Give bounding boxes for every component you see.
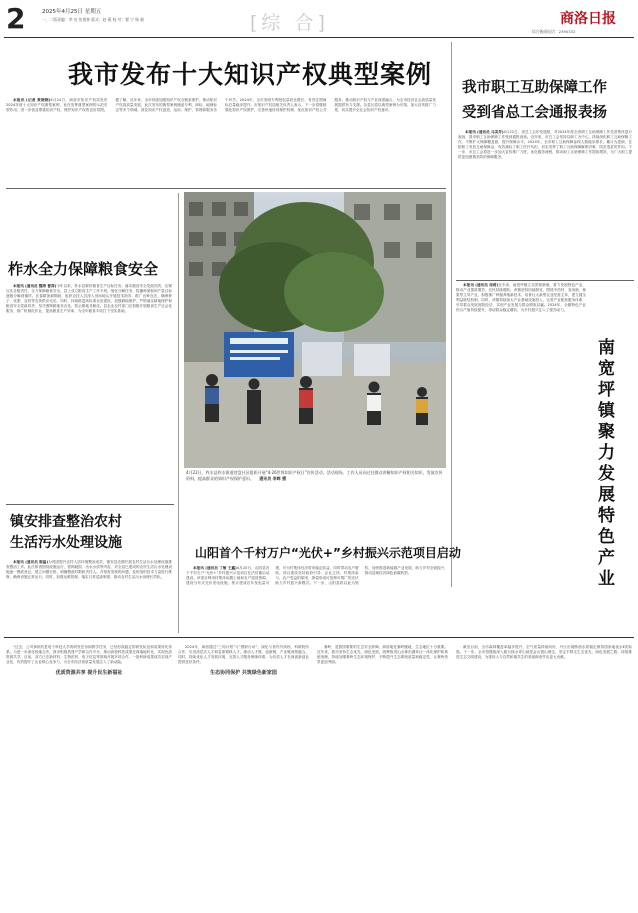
sewage-headline-2: 生活污水处理设施 [10,535,122,551]
main-text: 4月24日，商洛市知识产权局发布2024年度十大知识产权典型案例，旨在发挥典型案例的示范引领作用，进一步营造尊重知识产权、保护知识产权的良好氛围。据了解，近年来，全市持续加强知识产权全链条保护，推动知识产权高质量发展。此次发布的典型案例涵盖专利、商标、地理标志等多个领域，涉及知识产权创造、运用、保护、管理和服务各个环节。2024年，全市发明专利授权量同比增长，有效注册商标总量稳步提升。市知识产权局相关负责人表示，下一步将继续强化知识产权保护，完善快速协同保护机制，优化知识产权公共服务，推动知识产权与产业深度融合，为全市经济社会高质量发展提供有力支撑。各县区将以典型案例为引领，加大宣传推广力度，切实提升全社会知识产权意识。 [6,98,436,113]
masthead-logo: 商洛日报 [560,11,616,27]
sewage-byline: 本报讯 (通讯员 陈磊) [13,560,49,564]
grain-byline: 本报讯 (通讯员 魏涛 曹茜) [13,284,57,288]
pv-headline: 山阳首个千村万户“光伏+”乡村振兴示范项目启动 [195,546,461,560]
workers-article-body [458,130,632,278]
main-headline: 我市发布十大知识产权典型案例 [67,60,432,89]
nankuan-article-body [456,283,586,583]
page-number: 2 [6,2,26,35]
sewage-article-body [6,560,172,630]
grain-text: 今年以来，柞水县紧盯粮食生产目标任务，落实粮食安全党政同责，压紧压实各级责任，全力保障粮食安全。县上成立粮食生产工作专班，细化分解任务，将播种面积和产量目标逐级分解到镇村。在春耕备耕期间，组织农技人员深入田间地头开展技术指导，推广良种良法，确保种子、化肥、农药等农资供应充足。同时，持续推进高标准农田建设，加强耕地保护，严格落实耕地保护和粮食安全党政同责，坚决遏制耕地非农化，防止耕地非粮化。县农业农村部门还积极开展粮食生产社会化服务，推广机械化作业，提高粮食生产效率，为全年粮食丰收打下坚实基础。 [6,284,172,314]
workers-headline-2: 受到省总工会通报表扬 [462,105,607,121]
section-title: [综 合] [250,12,329,34]
nankuan-text: 近年来，南宽坪镇立足资源禀赋，着力发展特色产业，推动产业提质增效、农民持续增收。该镇坚持因地制宜，围绕中药材、食用菌、林果等主导产业，积极推广种植养殖新技术，培育壮大新型农业经营主体，建立健全利益联结机制。同时，该镇持续加大产业基础设施投入，完善产业配套服务体系，引导群众发展庭院经济，实现产业发展与群众增收双赢。2024年，全镇特色产业综合产值持续提升，带动群众稳定增收，为乡村振兴注入了强劲动力。 [456,283,586,313]
sewage-headline-1: 镇安排查整治农村 [10,514,122,530]
photo-caption-text: 4月22日，柞水县柞水街道营盘社区组织开展“4·26世界知识产权日”宣传活动，活动现场，工作人员向过往群众讲解知识产权相关知识，发放宣传资料，提高群众的知识产权保护意识。 [186,470,443,481]
bottom-middle-text: 2024年，商洛通过“三同计划”与“银龄行动”，深化与省内外高校、科研院所合作，引进高层次人才和急需紧缺人才，推动人才链、创新链、产业链深度融合。同时，持续优化人才发展环境，完善人才服务保障体系，为各类人才在商创新创业提供良好条件。 [178,645,309,665]
bottom-left-body [6,645,172,905]
grain-headline: 柞水全力保障粮食安全 [8,260,159,278]
main-article-body [6,98,436,183]
bottom-right-text: 截至目前，全市森林覆盖率稳步提升，空气质量持续向好，丹江出境断面水质稳定保持国家地表水Ⅱ类标准。下一步，全市将继续深入践行绿水青山就是金山银山理念，坚定不移走生态优先、绿色发展之路，持续推进生态文明建设，为建设人与自然和谐共生的美丽商洛作出更大贡献。 [456,645,632,660]
pv-article-body [186,566,448,636]
workers-headline-1: 我市职工互助保障工作 [462,80,607,96]
editors-line: 一、二版责编：李 亮 张建林 版式：赵 燕 校 对：翟 宁 杨 帆 [42,17,144,22]
issue-date: 2025年4月25日 星期五 [42,9,102,15]
bottom-left-text: “过去，公司承担的是电子科技大学的研发任务和教学任务，已经形成稳定的研发队伍和成果转化体系。为进一步深化校地合作，我市积极搭建产学研合作平台，推动高校科技成果在商落地转化，实现优质资源共享。目前，双方已在新材料、生物医药、电子信息等领域开展多项合作，一批科研成果成功实现产业化，有效提升了企业核心竞争力，为全市经济高质量发展注入了新动能。 [6,645,172,665]
contact-phone: 综合新闻电话：2390332 [532,29,576,34]
workers-byline: 本报讯 (通讯员 马美芳) [465,130,504,134]
nankuan-byline: 本报讯 (通讯员 周莉) [463,283,499,287]
lower-section-rule [4,637,634,638]
header-rule [4,37,634,38]
bottom-right-body [456,645,632,905]
photo-caption [186,470,444,482]
grain-article-body [6,284,172,504]
bottom-middle-body [178,645,448,905]
bottom-middle-subhead: 生态协同保护 共筑绿色新家园 [210,670,277,677]
bottom-left-subhead: 优质资源共享 提升民生新福祉 [55,670,123,677]
sewage-text: 为巩固提升农村人居环境整治成效，镇安县近期开展农村生活污水处理设施排查整治工作。此次排查围绕设施运行、管网破损、出水水质等内容，对全县已建成的农村生活污水处理设施逐一摸底登记，建立问题台账，明确整改时限和责任人。对排查发现的问题，及时组织技术力量进行维修，确保设施正常运行。同时，加强运维管理，落实日常巡查制度，推动农村生活污水治理长效化。 [6,560,172,580]
main-byline: 本报讯 (记者 黄晓晓) [13,98,51,102]
workers-text: 4月22日，省总工会印发通报，对2024年度全省职工互助保障工作先进集体进行表扬，我市职工互助保障工作受到通报表扬。近年来，市总工会坚持以职工为中心，持续深化职工互助保障工作，不断扩大保障覆盖面，提升保障水平。2024年，全市职工互助保障参保人数稳步增长，累计为患病、住院职工发放互助保障金，有效减轻了职工医疗负担，切实发挥了职工互助保障解困济难、防贫返贫的作用。下一步，市总工会将进一步加大宣传推广力度，优化服务流程，推动职工互助保障工作提质增效，为广大职工提供更加便捷高效的保障服务。 [458,130,632,160]
pv-text: 4月20日，山阳县首个千村万户“光伏+”乡村振兴示范项目在法官镇启动建设。该项目利用村集体闲置土地和农户屋顶资源，建设分布式光伏发电设施，预计建成后年发电量可观，可为村集体经济带来稳定收益，同时带动农户增收。项目建设坚持政府引导、企业主体、村集体参与、农户受益的原则，探索形成可复制可推广的光伏助力乡村振兴新模式。下一步，山阳县将以此为契机，加快推进新能源产业发展，助力乡村全面振兴，推动县域经济绿色低碳转型。 [186,566,448,586]
news-photo [184,192,446,468]
bottom-middle-text-2: 秦岭，是我国重要的生态安全屏障。商洛地处秦岭腹地，生态地位十分重要。近年来，我市坚持生态优先、绿色发展，统筹推进山水林田湖草沙一体化保护和系统治理，持续加强秦岭生态环境保护，不断提升生态系统质量和稳定性，让秦岭美景更加秀丽。 [317,645,448,665]
nankuan-vertical-headline: 南宽坪镇聚力发展特色产业 [598,338,615,589]
photo-credit: 通讯员 李辉 摄 [259,476,287,481]
pv-byline: 本报讯 (通讯员 丁敏 王鑫) [193,566,237,570]
